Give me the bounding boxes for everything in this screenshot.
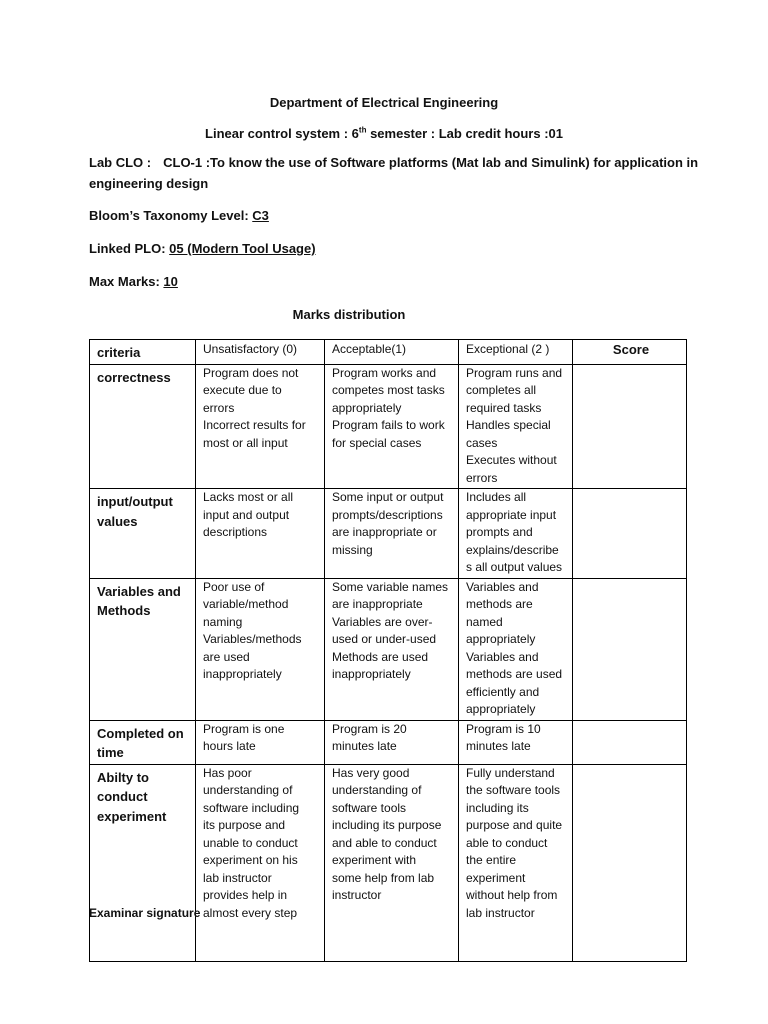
blooms-label: Bloom’s Taxonomy Level:	[89, 208, 253, 223]
plo-label: Linked PLO:	[89, 241, 170, 256]
cell-line: Handles special	[466, 418, 551, 432]
cell-line: errors	[203, 400, 235, 415]
cell-line: values	[97, 513, 138, 529]
header-criteria: criteria	[90, 340, 196, 365]
cell-line: appropriately	[332, 400, 402, 415]
course-line-text: Linear control system : 6	[205, 126, 359, 141]
cell-line: inappropriately	[203, 667, 282, 681]
table-row	[90, 578, 687, 720]
department-title: Department of Electrical Engineering	[269, 95, 499, 110]
cell-line: Has very good	[332, 765, 410, 780]
blooms-value: C3	[252, 208, 269, 223]
cell-line: experiment on his	[203, 853, 298, 867]
table-header-row	[90, 340, 687, 365]
lab-clo-text: CLO-1 :To know the use of Software platforms (Mat lab and Simulink) for application in	[163, 155, 699, 170]
cell-line: used or under-used	[332, 632, 437, 646]
plo-value: 05 (Modern Tool Usage)	[169, 241, 316, 256]
cell-line: Methods are used	[332, 649, 429, 664]
cell-line: are inappropriate	[332, 597, 423, 611]
criteria-cell	[90, 578, 196, 720]
cell-line: prompts and	[466, 525, 533, 539]
cell-line: methods are used	[466, 667, 563, 681]
table-row	[90, 364, 687, 489]
cell-line: Completed on	[97, 725, 184, 741]
acceptable-cell	[325, 764, 459, 961]
cell-line: Lacks most or all	[203, 490, 294, 504]
acceptable-cell	[325, 578, 459, 720]
cell-line: hours late	[203, 739, 256, 753]
cell-line: almost every step	[203, 905, 298, 920]
unsatisfactory-cell	[196, 720, 325, 764]
exceptional-cell	[459, 489, 573, 579]
cell-line: Fully understand	[466, 765, 555, 780]
cell-line: most or all input	[203, 435, 288, 450]
blooms-level-line	[89, 208, 269, 223]
cell-line: Poor use of	[203, 579, 265, 594]
cell-line: lab instructor	[203, 870, 272, 885]
acceptable-cell	[325, 489, 459, 579]
table-row	[90, 764, 687, 961]
cell-line: unable to conduct	[203, 835, 298, 850]
max-marks-value: 10	[163, 274, 178, 289]
cell-line: time	[97, 745, 124, 760]
section-title: Marks distribution	[292, 307, 406, 322]
exceptional-cell	[459, 578, 573, 720]
cell-line: minutes late	[332, 739, 397, 753]
cell-line: Program is one	[203, 721, 285, 736]
cell-line: experiment	[97, 808, 167, 824]
cell-line: appropriately	[466, 632, 536, 646]
exceptional-cell	[459, 764, 573, 961]
cell-line: Incorrect results for	[203, 418, 306, 432]
cell-line: purpose and quite	[466, 818, 563, 832]
course-line	[0, 126, 768, 141]
cell-line: experiment	[466, 870, 526, 885]
cell-line: experiment with	[332, 853, 417, 867]
cell-line: software tools	[332, 800, 407, 815]
cell-line: provides help in	[203, 888, 288, 902]
cell-line: required tasks	[466, 400, 542, 415]
score-cell[interactable]	[573, 489, 687, 579]
cell-line: lab instructor	[466, 905, 535, 920]
cell-line: input and output	[203, 507, 290, 522]
cell-line: Has poor	[203, 765, 252, 780]
acceptable-cell	[325, 364, 459, 489]
criteria-cell	[90, 764, 196, 961]
header-exceptional: Exceptional (2 )	[459, 340, 573, 365]
rubric-table	[89, 339, 687, 962]
cell-line: efficiently and	[466, 684, 540, 699]
header-unsatisfactory: Unsatisfactory (0)	[196, 340, 325, 365]
exceptional-cell	[459, 364, 573, 489]
cell-line: Program does not	[203, 365, 299, 380]
cell-line: its purpose and	[203, 818, 286, 832]
cell-line: appropriately	[466, 702, 536, 716]
cell-line: missing	[332, 542, 373, 557]
examiner-signature-label: Examinar signature	[89, 906, 201, 920]
score-cell[interactable]	[573, 764, 687, 961]
cell-line: Program fails to work	[332, 418, 445, 432]
cell-line: understanding of	[332, 783, 422, 797]
cell-line: are used	[203, 649, 250, 664]
cell-line: Variables/methods	[203, 632, 302, 646]
cell-line: without help from	[466, 888, 558, 902]
score-cell[interactable]	[573, 578, 687, 720]
acceptable-cell	[325, 720, 459, 764]
cell-line: software including	[203, 800, 300, 815]
unsatisfactory-cell	[196, 489, 325, 579]
unsatisfactory-cell	[196, 364, 325, 489]
cell-line: s all output values	[466, 560, 563, 574]
cell-line: Abilty to	[97, 769, 149, 785]
cell-line: Includes all	[466, 490, 527, 504]
cell-line: methods are	[466, 597, 533, 611]
cell-line: for special cases	[332, 435, 422, 450]
course-line-suffix: semester : Lab credit hours :01	[366, 126, 563, 141]
cell-line: input/output	[97, 494, 173, 509]
cell-line: Program is 10	[466, 721, 541, 736]
cell-line: naming	[203, 614, 243, 629]
unsatisfactory-cell	[196, 764, 325, 961]
max-marks-label: Max Marks:	[89, 274, 164, 289]
table-row	[90, 720, 687, 764]
lab-clo-line	[89, 155, 698, 170]
cell-line: the software tools	[466, 783, 561, 797]
linked-plo-line	[89, 241, 316, 256]
cell-line: able to conduct	[466, 835, 548, 850]
cell-line: including its	[466, 800, 529, 815]
cell-line: including its purpose	[332, 818, 442, 832]
cell-line: named	[466, 614, 503, 629]
cell-line: correctness	[97, 369, 171, 385]
course-line-superscript: th	[358, 125, 367, 135]
cell-line: conduct	[97, 789, 148, 804]
max-marks-line	[89, 274, 178, 289]
cell-line: Program works and	[332, 365, 437, 380]
score-cell[interactable]	[573, 720, 687, 764]
unsatisfactory-cell	[196, 578, 325, 720]
cell-line: and able to conduct	[332, 835, 437, 850]
cell-line: Some input or output	[332, 490, 444, 504]
cell-line: are inappropriate or	[332, 525, 437, 539]
cell-line: cases	[466, 435, 498, 450]
score-cell[interactable]	[573, 364, 687, 489]
cell-line: Variables and	[466, 649, 539, 664]
cell-line: minutes late	[466, 739, 531, 753]
cell-line: Program is 20	[332, 721, 407, 736]
table-body	[90, 364, 687, 961]
criteria-cell	[90, 489, 196, 579]
cell-line: competes most tasks	[332, 383, 445, 397]
cell-line: errors	[466, 470, 498, 485]
header-acceptable: Acceptable(1)	[325, 340, 459, 365]
criteria-cell	[90, 364, 196, 489]
cell-line: Variables and	[97, 583, 181, 599]
cell-line: understanding of	[203, 783, 293, 797]
cell-line: instructor	[332, 888, 382, 902]
cell-line: descriptions	[203, 525, 268, 539]
cell-line: some help from lab	[332, 870, 435, 885]
cell-line: appropriate input	[466, 507, 557, 522]
table-row	[90, 489, 687, 579]
cell-line: execute due to	[203, 383, 282, 397]
lab-clo-label: Lab CLO :	[89, 155, 152, 170]
cell-line: Variables are over-	[332, 614, 433, 629]
lab-clo-continuation: engineering design	[89, 176, 209, 191]
cell-line: Methods	[97, 603, 151, 618]
cell-line: variable/method	[203, 597, 289, 611]
criteria-cell	[90, 720, 196, 764]
cell-line: the entire	[466, 853, 517, 867]
cell-line: explains/describe	[466, 542, 559, 557]
exceptional-cell	[459, 720, 573, 764]
cell-line: Executes without	[466, 453, 557, 467]
cell-line: Variables and	[466, 579, 539, 594]
header-score: Score	[573, 340, 687, 365]
cell-line: prompts/descriptions	[332, 507, 443, 522]
cell-line: Some variable names	[332, 579, 449, 594]
cell-line: inappropriately	[332, 667, 411, 681]
cell-line: completes all	[466, 383, 537, 397]
cell-line: Program runs and	[466, 365, 563, 380]
